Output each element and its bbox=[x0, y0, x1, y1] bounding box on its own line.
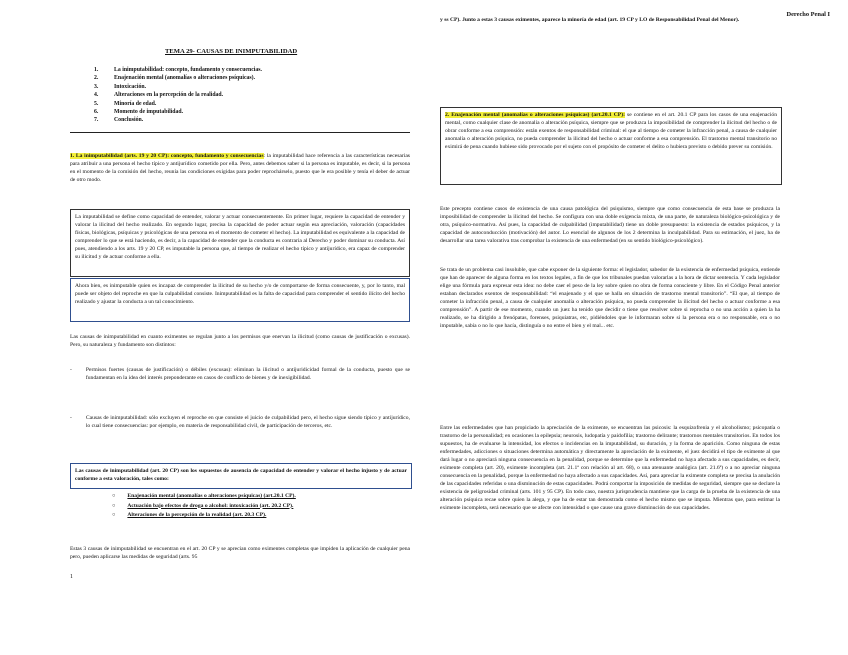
sublist-item bbox=[112, 502, 402, 512]
bullet-causas-text: Causas de inimputabilidad: sólo excluyen el reproche en que consiste el juicio de culpabilidad pero, el hecho sigue siendo típico y antijurídico, lo cual tiene consecuencias: por ejemplo, en materia de responsabilidad civil, de participación de terceros, etc. bbox=[85, 415, 410, 429]
bullet-dash: - bbox=[70, 367, 72, 373]
toc-text: Conclusión. bbox=[114, 117, 144, 124]
sublist-text: Actuación bajo efectos de droga o alcohol: intoxicación (art. 20.2 CP). bbox=[127, 502, 294, 509]
definition-box bbox=[70, 209, 410, 277]
bullet-permisos bbox=[70, 366, 410, 382]
inimputable-box bbox=[70, 278, 410, 322]
right-paragraph-2: Se trata de un problema casi insoluble, que cabe exponer de la siguiente forma: el legislador, sabedor de la existencia de enfermedad psíquica, entiende que han de aparecer de alguna forma en los textos legales, a fin de que los tribunales puedan valorarlas a la hora de dictar sentencia. Y cada legislador elige una fórmula para expresar esta idea: no debe caer el peso de la ley sobre quien no obra de forma consciente y libre. En el Código Penal anterior estaban declarados exentos de responsabilidad: “el enajenado y el que se halla en situación de trastorno mental transitorio”. “El que, al tiempo de cometer la infracción penal, a causa de cualquier anomalía o alteración psíquica, no pueda comprender la ilicitud del hecho o actuar conforme a esa comprensión”. A partir de ese momento, cuando un juez ha tenido que decidir o tiene que resolver sobre si reprocha o no una acción a quien la ha realizado, se ha dirigido a frenópatas, forenses, psiquiatras, etc, pidiéndoles que le informaran sobre si la persona era o no responsable, era o no imputable, sabía o no lo que hacía, distinguía o no entre el bien y el mal... etc. bbox=[440, 267, 780, 329]
page-number: 1 bbox=[70, 574, 73, 580]
toc-number: 7. bbox=[94, 117, 99, 124]
toc-text: Minoría de edad. bbox=[114, 100, 157, 107]
toc-number: 4. bbox=[94, 92, 99, 99]
toc-text: La inimputabilidad: concepto, fundamento y consecuencias. bbox=[114, 67, 262, 73]
bottom-left-paragraph: Estas 3 causas de inimputabilidad se encuentran en el art. 20 CP y se aprecian como eximentes completas que impiden la aplicación de cualquier pena pero, pueden aplicarse las medidas de seguridad (arts. 95 bbox=[70, 546, 410, 560]
definition-text: La imputabilidad se define como capacidad de entender, valorar y actuar consecuentemente. En primer lugar, requiere la capacidad de entender y valorar la ilicitud del hecho realizado. En segundo lugar, precisa la capacidad de poder actuar según esa apreciación, valoración (capacidades físicas, biológicas, psíquicas y psicológicas de una persona en el momento de cometer el hecho). La imputabilidad es equivalente a la capacidad de comprender lo que se está haciendo, es decir, a la capacidad de entender que la conducta es contraria al Derecho y poder dominar su conducta. Así pues, atendiendo a los arts. 19 y 20 CP, es imputable la persona que, al tiempo de realizar el hecho típico y antijurídico, era capaz de comprender su ilicitud y de actuar conforme a ella. bbox=[75, 214, 405, 260]
toc-text: Enajenación mental (anomalías o alteraciones psíquicas). bbox=[114, 75, 256, 82]
sublist-text: Enajenación mental (anomalías o alteraciones psíquicas) (art.20.1 CP). bbox=[127, 493, 296, 499]
toc-item bbox=[94, 66, 262, 74]
right-paragraph-1: Este precepto contiene casos de existencia de una causa patológica del psiquismo, siempre que como consecuencia de esta base se produzca la imposibilidad de comprender la ilicitud del hecho. Se configura con una doble exigencia mixta, de una parte, de naturaleza biológico-psicológica y de otra, psíquico-normativa. Así pues, la capacidad de culpabilidad (imputabilidad) tiene un doble presupuesto: la existencia de estados psíquicos, y la capacidad de autoconducción (motivación) del autor. Lo esencial de algunos de los 2 determina la inculpabilidad. Para su estimación, el juez, ha de desarrollar una tarea valorativa tras comprobar la existencia de una enfermedad (en su sentido biológico-psicológico). bbox=[440, 206, 780, 244]
toc-item bbox=[94, 116, 262, 124]
circle-bullet-icon: ○ bbox=[112, 502, 116, 509]
section-2-paragraph bbox=[445, 111, 777, 151]
toc-item bbox=[94, 83, 262, 91]
sublist-text: Alteraciones de la percepción de la realidad (art. 20.3 CP). bbox=[127, 512, 267, 518]
sublist-item bbox=[112, 492, 402, 502]
section-1-heading: 1. La inimputabilidad (arts. 19 y 20 CP): concepto, fundamento y consecuencias bbox=[70, 153, 264, 159]
toc-text: Intoxicación. bbox=[114, 83, 147, 90]
section-1-paragraph bbox=[70, 152, 410, 184]
toc-number: 3. bbox=[94, 83, 99, 90]
section-1-body: : la imputabilidad hace referencia a las características necesarias para atribuir a una persona el hecho típico y antijurídico cometido por ella. Pero, antes debemos saber si la persona es imputable, es decir, si la persona en el momento de la comisión del hecho, reunía las condiciones exigidas para poder reprochárselo, puesto que le era posible y tenía el deber de actuar de otro modo. bbox=[70, 153, 410, 183]
right-paragraph-3: Entre las enfermedades que han propiciado la apreciación de la eximente, se encuentran las psicosis: la esquizofrenia y el alcoholismo; psicopatía o trastorno de la personalidad; en ocasiones la epilepsia; neurosis, ludopatía y paidofilia; trastorno delirante; trastornos mentales transitorios. En todos los supuestos, ha de evaluarse la intensidad, los efectos o incidencias en la imputabilidad, su duración, y la forma de aparición. Como ninguna de estas enfermedades, adicciones o situaciones determina automática y directamente la apreciación de la eximente, el juez decidirá el tipo de eximente al que dará lugar o no apreciará ninguna consecuencia en la penalidad, porque se determine que la enfermedad no haya afectado a sus capacidades, es decir, eximente completa (art. 20), eximente incompleta (art. 21.1ª con relación al art. 68), o una atenuante analógica (art. 21.6ª) o a no apreciar ninguna consecuencia en la penalidad, porque la enfermedad no haya afectado a sus capacidades. Así, para apreciar la eximente completa se precisa la anulación de las capacidades referidas o una disminución de estas capacidades. Podrá comportar la imposición de medidas de seguridad, siempre que se declare la existencia de peligrosidad criminal (arts. 101 y 95 CP). En todo caso, nuestra jurisprudencia mantiene que la carga de la prueba de la existencia de una alteración psíquica recae sobre quien la alega, y que ha de estar tan demostrada como el hecho mismo que se imputa. Mientras que, para estimar la eximente incompleta, será necesario que se afecte con intensidad o que cause una grave disminución de sus capacidades. bbox=[440, 425, 780, 511]
section-2-heading: 2. Enajenación mental (anomalías o alteraciones psíquicas) (art.20.1 CP): bbox=[445, 112, 625, 118]
toc-number: 1. bbox=[94, 67, 99, 73]
right-top-paragraph: y ss CP). Junto a estas 3 causas eximentes, aparece la minoría de edad (art. 19 CP y LO de Responsabilidad Penal del Menor). bbox=[440, 17, 740, 23]
toc-number: 6. bbox=[94, 109, 99, 116]
inimputable-text: Ahora bien, es inimputable quien es incapaz de comprender la ilicitud de su hecho y/o de comportarse de forma consecuente, y, por lo tanto, mal puede ser objeto del reproche en que la culpabilidad consiste. Inimputabilidad es la falta de capacidad para comprender el sentido ilícito del hecho realizado y ajustar la conducta a un tal conocimiento. bbox=[75, 283, 405, 305]
circle-bullet-icon: ○ bbox=[112, 512, 116, 518]
divider bbox=[70, 132, 410, 133]
toc-item bbox=[94, 74, 262, 82]
bullet-causas bbox=[70, 414, 410, 430]
causes-sublist bbox=[112, 492, 402, 521]
toc-item bbox=[94, 100, 262, 108]
toc-text: Alteraciones en la percepción de la realidad. bbox=[114, 92, 224, 99]
section-2-body: se contiene en el art. 20.1 CP para los casos de una enajenación mental, como cualquier clase de anomalía o alteración psíquica, siempre que se produzca la imposibilidad de comprender la ilicitud del hecho o de obrar conforme a esa comprensión: están exentos de responsabilidad criminal: el que al tiempo de cometer la infracción penal, a causa de cualquier anomalía o alteración psíquica, no pueda comprender la ilicitud del hecho o actuar conforme a esa comprensión. El trastorno mental transitorio no eximirá de pena cuando hubiese sido provocado por el sujeto con el propósito de cometer el delito o hubiera previsto o debido prever su comisión. bbox=[445, 112, 777, 150]
toc-item bbox=[94, 108, 262, 116]
toc-number: 2. bbox=[94, 75, 99, 82]
toc-number: 5. bbox=[94, 100, 99, 107]
toc-item bbox=[94, 91, 262, 99]
section-2-box bbox=[440, 107, 782, 185]
sublist-item bbox=[112, 511, 402, 521]
causas-paragraph: Las causas de inimputabilidad en cuanto eximentes se regulan junto a los permisos que enervan la ilicitud (como causas de justificación o excusas). Pero, su naturaleza y fundamento son distintos: bbox=[70, 334, 410, 348]
page-title: TEMA 29- CAUSAS DE INIMPUTABILIDAD bbox=[165, 48, 298, 55]
causas-art20-box bbox=[70, 463, 412, 489]
bullet-dash: - bbox=[70, 415, 72, 421]
toc-text: Momento de imputabilidad. bbox=[114, 109, 184, 116]
bullet-permisos-text: Permisos fuertes (causas de justificación) o débiles (excusas): eliminan la ilicitud o antijuridicidad formal de la conducta, puesto que se fundamentan en la idea del interés preponderante en casos de conflicto de bienes y de inexigibilidad. bbox=[85, 367, 410, 381]
table-of-contents bbox=[94, 66, 262, 125]
causas-art20-text: Las causas de inimputabilidad (art. 20 CP) son los supuestos de ausencia de capacidad de entender y valorar el hecho injusto y de actuar conforme a esta valoración, tales como: bbox=[75, 468, 407, 482]
circle-bullet-icon: ○ bbox=[112, 493, 116, 499]
running-header: Derecho Penal I bbox=[786, 11, 830, 18]
